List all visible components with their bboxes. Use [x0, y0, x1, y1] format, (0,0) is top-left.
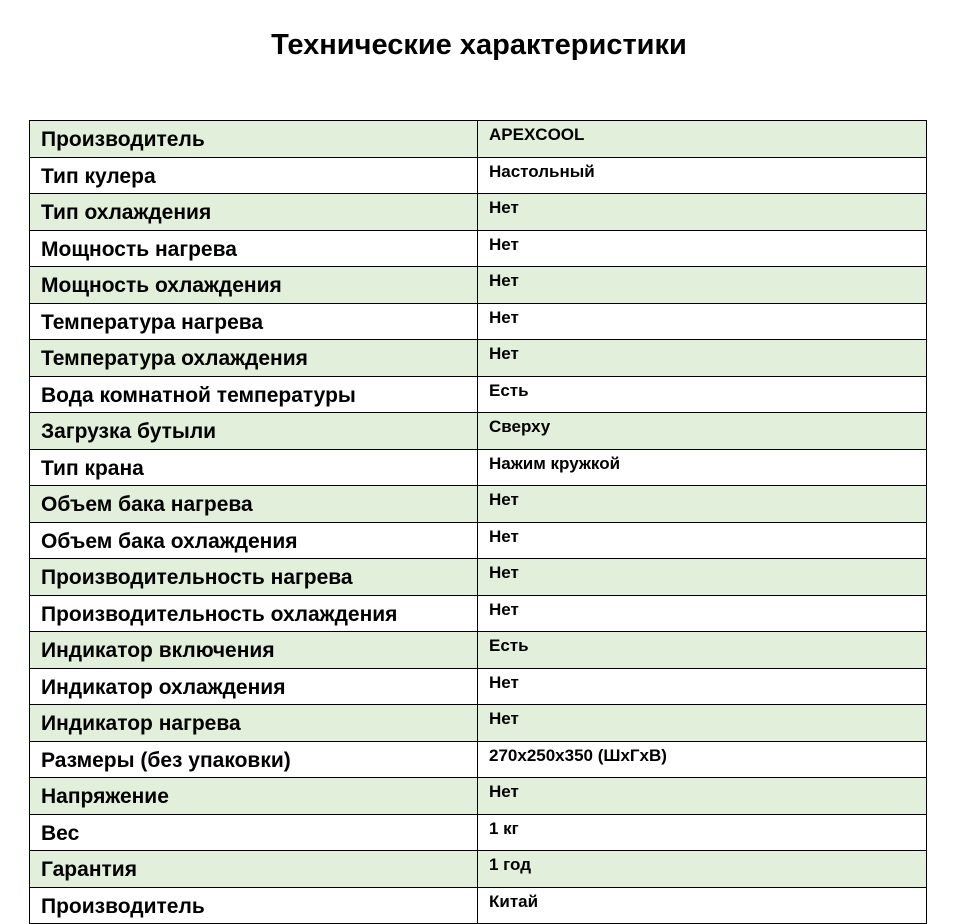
spec-name-cell: Производитель	[30, 887, 478, 924]
spec-name-cell: Индикатор охлаждения	[30, 668, 478, 705]
table-row	[30, 887, 927, 924]
table-row	[30, 668, 927, 705]
spec-value-cell: Нет	[478, 267, 927, 304]
spec-name-cell: Производитель	[30, 121, 478, 158]
spec-value-cell: Нет	[478, 303, 927, 340]
table-row	[30, 376, 927, 413]
spec-value-cell: Нет	[478, 705, 927, 742]
spec-value-cell: Нет	[478, 486, 927, 523]
spec-name-cell: Вода комнатной температуры	[30, 376, 478, 413]
spec-name-cell: Мощность нагрева	[30, 230, 478, 267]
table-row	[30, 340, 927, 377]
spec-value-cell: 1 кг	[478, 814, 927, 851]
spec-name-cell: Тип охлаждения	[30, 194, 478, 231]
page-title: Технические характеристики	[271, 29, 687, 61]
spec-value-cell: Есть	[478, 632, 927, 669]
table-row	[30, 741, 927, 778]
spec-value-cell: Китай	[478, 887, 927, 924]
table-row	[30, 157, 927, 194]
spec-name-cell: Индикатор нагрева	[30, 705, 478, 742]
spec-value-cell: APEXCOOL	[478, 121, 927, 158]
spec-value-cell: Нет	[478, 595, 927, 632]
spec-table-body	[30, 121, 927, 924]
spec-table	[29, 120, 927, 924]
table-row	[30, 522, 927, 559]
table-row	[30, 632, 927, 669]
spec-value-cell: Настольный	[478, 157, 927, 194]
table-row	[30, 449, 927, 486]
spec-name-cell: Тип крана	[30, 449, 478, 486]
spec-value-cell: Нажим кружкой	[478, 449, 927, 486]
spec-name-cell: Размеры (без упаковки)	[30, 741, 478, 778]
table-row	[30, 230, 927, 267]
spec-value-cell: Нет	[478, 522, 927, 559]
table-row	[30, 413, 927, 450]
spec-value-cell: Нет	[478, 340, 927, 377]
spec-value-cell: Нет	[478, 230, 927, 267]
table-row	[30, 559, 927, 596]
spec-value-cell: Нет	[478, 559, 927, 596]
spec-name-cell: Объем бака охлаждения	[30, 522, 478, 559]
spec-name-cell: Производительность охлаждения	[30, 595, 478, 632]
spec-value-cell: Нет	[478, 194, 927, 231]
spec-value-cell: Сверху	[478, 413, 927, 450]
table-row	[30, 814, 927, 851]
spec-name-cell: Мощность охлаждения	[30, 267, 478, 304]
spec-value-cell: Есть	[478, 376, 927, 413]
spec-name-cell: Температура нагрева	[30, 303, 478, 340]
spec-value-cell: Нет	[478, 778, 927, 815]
table-row	[30, 121, 927, 158]
spec-name-cell: Загрузка бутыли	[30, 413, 478, 450]
spec-name-cell: Вес	[30, 814, 478, 851]
spec-name-cell: Индикатор включения	[30, 632, 478, 669]
table-row	[30, 194, 927, 231]
table-row	[30, 705, 927, 742]
spec-name-cell: Тип кулера	[30, 157, 478, 194]
spec-name-cell: Производительность нагрева	[30, 559, 478, 596]
spec-name-cell: Температура охлаждения	[30, 340, 478, 377]
table-row	[30, 851, 927, 888]
table-row	[30, 595, 927, 632]
table-row	[30, 778, 927, 815]
spec-value-cell: 1 год	[478, 851, 927, 888]
table-row	[30, 303, 927, 340]
spec-name-cell: Гарантия	[30, 851, 478, 888]
spec-value-cell: 270x250x350 (ШхГхВ)	[478, 741, 927, 778]
table-row	[30, 486, 927, 523]
spec-name-cell: Напряжение	[30, 778, 478, 815]
spec-value-cell: Нет	[478, 668, 927, 705]
table-row	[30, 267, 927, 304]
spec-name-cell: Объем бака нагрева	[30, 486, 478, 523]
